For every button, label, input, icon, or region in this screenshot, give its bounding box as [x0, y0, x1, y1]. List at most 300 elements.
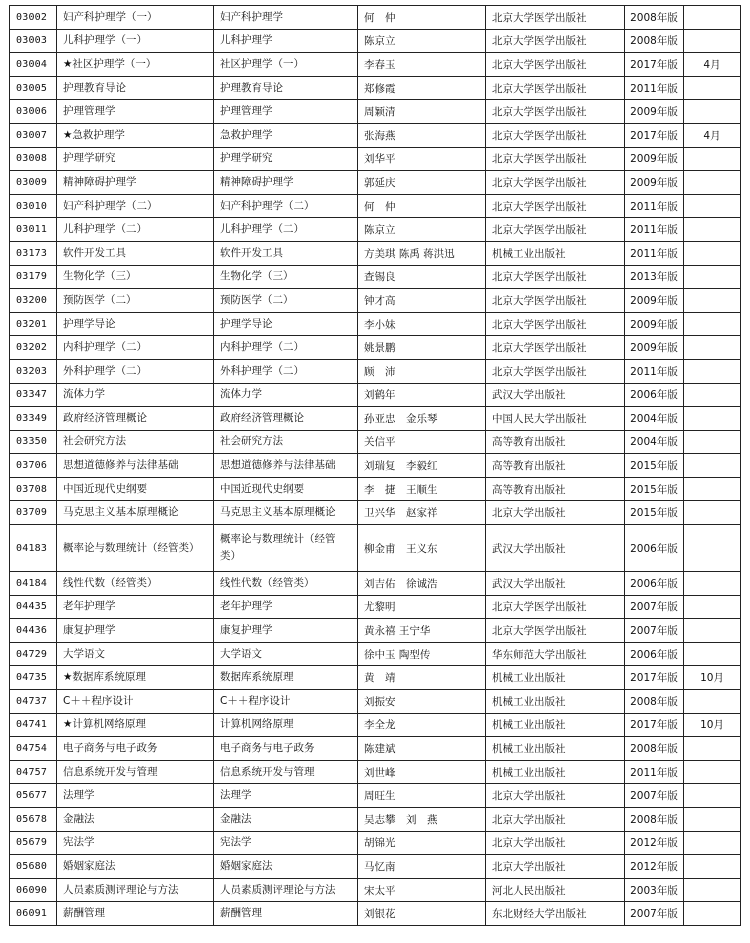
- course-name-cell: 人员素质测评理论与方法: [57, 878, 214, 902]
- author-cell: 郑修霞: [358, 76, 486, 100]
- course-code-cell: 03708: [10, 477, 57, 501]
- textbook-title-cell: 婚姻家庭法: [214, 855, 358, 879]
- table-row: [10, 29, 741, 53]
- table-row: [10, 241, 741, 265]
- course-code-cell: 03008: [10, 147, 57, 171]
- textbook-title-cell: 护理学导论: [214, 312, 358, 336]
- edition-cell: 2007年版: [625, 902, 684, 926]
- course-name-cell: 中国近现代史纲要: [57, 477, 214, 501]
- author-cell: 刘银花: [358, 902, 486, 926]
- publisher-cell: 北京大学医学出版社: [486, 123, 625, 147]
- author-cell: 刘瑞复 李毅红: [358, 454, 486, 478]
- edition-cell: 2011年版: [625, 760, 684, 784]
- author-cell: 李春玉: [358, 53, 486, 77]
- edition-cell: 2004年版: [625, 430, 684, 454]
- course-code-cell: 03004: [10, 53, 57, 77]
- exam-month-cell: [684, 194, 741, 218]
- exam-month-cell: 10月: [684, 713, 741, 737]
- textbook-title-cell: 法理学: [214, 784, 358, 808]
- course-code-cell: 03201: [10, 312, 57, 336]
- edition-cell: 2015年版: [625, 454, 684, 478]
- exam-month-cell: [684, 265, 741, 289]
- textbook-title-cell: 老年护理学: [214, 595, 358, 619]
- course-name-cell: 内科护理学（二）: [57, 336, 214, 360]
- edition-cell: 2007年版: [625, 784, 684, 808]
- author-cell: 查锡良: [358, 265, 486, 289]
- publisher-cell: 北京大学医学出版社: [486, 619, 625, 643]
- author-cell: 黄永禧 王宁华: [358, 619, 486, 643]
- edition-cell: 2015年版: [625, 477, 684, 501]
- textbook-title-cell: 妇产科护理学（二）: [214, 194, 358, 218]
- publisher-cell: 北京大学医学出版社: [486, 76, 625, 100]
- edition-cell: 2006年版: [625, 525, 684, 572]
- publisher-cell: 北京大学出版社: [486, 831, 625, 855]
- author-cell: 何 仲: [358, 194, 486, 218]
- author-cell: 刘吉佑 徐诚浩: [358, 572, 486, 596]
- exam-month-cell: [684, 808, 741, 832]
- textbook-title-cell: 信息系统开发与管理: [214, 760, 358, 784]
- publisher-cell: 北京大学医学出版社: [486, 265, 625, 289]
- author-cell: 陈京立: [358, 29, 486, 53]
- author-cell: 张海燕: [358, 123, 486, 147]
- textbook-title-cell: 概率论与数理统计（经管类）: [214, 525, 358, 572]
- publisher-cell: 北京大学医学出版社: [486, 53, 625, 77]
- course-code-cell: 04435: [10, 595, 57, 619]
- course-name-cell: 社会研究方法: [57, 430, 214, 454]
- exam-month-cell: [684, 525, 741, 572]
- publisher-cell: 华东师范大学出版社: [486, 642, 625, 666]
- course-name-cell: 薪酬管理: [57, 902, 214, 926]
- edition-cell: 2008年版: [625, 29, 684, 53]
- exam-month-cell: [684, 690, 741, 714]
- author-cell: 李 捷 王顺生: [358, 477, 486, 501]
- course-code-cell: 03007: [10, 123, 57, 147]
- edition-cell: 2008年版: [625, 808, 684, 832]
- table-row: [10, 713, 741, 737]
- author-cell: 顾 沛: [358, 359, 486, 383]
- textbook-title-cell: 软件开发工具: [214, 241, 358, 265]
- author-cell: 姚景鹏: [358, 336, 486, 360]
- edition-cell: 2007年版: [625, 595, 684, 619]
- table-row: [10, 595, 741, 619]
- course-code-cell: 04183: [10, 525, 57, 572]
- exam-month-cell: [684, 619, 741, 643]
- table-row: [10, 808, 741, 832]
- textbook-title-cell: 数据库系统原理: [214, 666, 358, 690]
- publisher-cell: 北京大学出版社: [486, 784, 625, 808]
- edition-cell: 2008年版: [625, 737, 684, 761]
- edition-cell: 2015年版: [625, 501, 684, 525]
- table-row: [10, 666, 741, 690]
- course-code-cell: 06091: [10, 902, 57, 926]
- course-name-cell: C＋＋程序设计: [57, 690, 214, 714]
- textbook-title-cell: 电子商务与电子政务: [214, 737, 358, 761]
- course-code-cell: 03005: [10, 76, 57, 100]
- publisher-cell: 机械工业出版社: [486, 241, 625, 265]
- publisher-cell: 北京大学医学出版社: [486, 289, 625, 313]
- table-row: [10, 454, 741, 478]
- course-code-cell: 03200: [10, 289, 57, 313]
- course-name-cell: 政府经济管理概论: [57, 407, 214, 431]
- course-code-cell: 04757: [10, 760, 57, 784]
- exam-month-cell: [684, 595, 741, 619]
- publisher-cell: 北京大学出版社: [486, 855, 625, 879]
- table-row: [10, 359, 741, 383]
- exam-month-cell: [684, 477, 741, 501]
- course-code-cell: 05677: [10, 784, 57, 808]
- course-name-cell: 婚姻家庭法: [57, 855, 214, 879]
- course-name-cell: 儿科护理学（二）: [57, 218, 214, 242]
- table-row: [10, 6, 741, 30]
- textbook-title-cell: 外科护理学（二）: [214, 359, 358, 383]
- author-cell: 陈建斌: [358, 737, 486, 761]
- author-cell: 徐中玉 陶型传: [358, 642, 486, 666]
- exam-month-cell: [684, 218, 741, 242]
- course-code-cell: 04737: [10, 690, 57, 714]
- textbook-title-cell: 儿科护理学（二）: [214, 218, 358, 242]
- publisher-cell: 北京大学出版社: [486, 808, 625, 832]
- table-row: [10, 855, 741, 879]
- course-code-cell: 03350: [10, 430, 57, 454]
- table-row: [10, 690, 741, 714]
- exam-month-cell: [684, 737, 741, 761]
- course-code-cell: 03006: [10, 100, 57, 124]
- exam-month-cell: [684, 878, 741, 902]
- textbook-title-cell: 生物化学（三）: [214, 265, 358, 289]
- table-row: [10, 642, 741, 666]
- exam-month-cell: [684, 147, 741, 171]
- exam-month-cell: [684, 336, 741, 360]
- textbook-title-cell: 急救护理学: [214, 123, 358, 147]
- author-cell: 黄 靖: [358, 666, 486, 690]
- author-cell: 郭延庆: [358, 171, 486, 195]
- exam-month-cell: [684, 902, 741, 926]
- exam-month-cell: [684, 312, 741, 336]
- publisher-cell: 北京大学医学出版社: [486, 218, 625, 242]
- course-name-cell: 宪法学: [57, 831, 214, 855]
- textbook-title-cell: 康复护理学: [214, 619, 358, 643]
- edition-cell: 2006年版: [625, 572, 684, 596]
- textbook-title-cell: 护理学研究: [214, 147, 358, 171]
- exam-month-cell: [684, 100, 741, 124]
- textbook-title-cell: 儿科护理学: [214, 29, 358, 53]
- edition-cell: 2017年版: [625, 123, 684, 147]
- table-row: [10, 407, 741, 431]
- author-cell: 宋太平: [358, 878, 486, 902]
- course-name-cell: ★数据库系统原理: [57, 666, 214, 690]
- author-cell: 刘鹤年: [358, 383, 486, 407]
- course-name-cell: 妇产科护理学（一）: [57, 6, 214, 30]
- textbook-table: [9, 5, 741, 926]
- edition-cell: 2011年版: [625, 194, 684, 218]
- publisher-cell: 高等教育出版社: [486, 477, 625, 501]
- exam-month-cell: [684, 430, 741, 454]
- table-row: [10, 53, 741, 77]
- exam-month-cell: [684, 171, 741, 195]
- course-name-cell: 马克思主义基本原理概论: [57, 501, 214, 525]
- edition-cell: 2011年版: [625, 76, 684, 100]
- author-cell: 尤黎明: [358, 595, 486, 619]
- exam-month-cell: [684, 359, 741, 383]
- publisher-cell: 武汉大学出版社: [486, 572, 625, 596]
- textbook-title-cell: 薪酬管理: [214, 902, 358, 926]
- table-row: [10, 572, 741, 596]
- exam-month-cell: [684, 784, 741, 808]
- table-row: [10, 619, 741, 643]
- course-code-cell: 03009: [10, 171, 57, 195]
- course-name-cell: 思想道德修养与法律基础: [57, 454, 214, 478]
- course-name-cell: 流体力学: [57, 383, 214, 407]
- course-code-cell: 04436: [10, 619, 57, 643]
- author-cell: 柳金甫 王义东: [358, 525, 486, 572]
- publisher-cell: 机械工业出版社: [486, 690, 625, 714]
- course-name-cell: 护理管理学: [57, 100, 214, 124]
- course-code-cell: 03002: [10, 6, 57, 30]
- publisher-cell: 东北财经大学出版社: [486, 902, 625, 926]
- course-code-cell: 03347: [10, 383, 57, 407]
- table-row: [10, 737, 741, 761]
- textbook-title-cell: C＋＋程序设计: [214, 690, 358, 714]
- exam-month-cell: [684, 454, 741, 478]
- table-row: [10, 878, 741, 902]
- course-code-cell: 04735: [10, 666, 57, 690]
- edition-cell: 2007年版: [625, 619, 684, 643]
- edition-cell: 2006年版: [625, 383, 684, 407]
- exam-month-cell: 10月: [684, 666, 741, 690]
- course-code-cell: 05678: [10, 808, 57, 832]
- table-row: [10, 383, 741, 407]
- exam-month-cell: [684, 407, 741, 431]
- table-row: [10, 312, 741, 336]
- publisher-cell: 北京大学医学出版社: [486, 29, 625, 53]
- course-code-cell: 03173: [10, 241, 57, 265]
- publisher-cell: 高等教育出版社: [486, 430, 625, 454]
- exam-month-cell: [684, 383, 741, 407]
- exam-month-cell: [684, 501, 741, 525]
- course-name-cell: 护理教育导论: [57, 76, 214, 100]
- textbook-title-cell: 社区护理学（一）: [214, 53, 358, 77]
- exam-month-cell: [684, 831, 741, 855]
- publisher-cell: 机械工业出版社: [486, 713, 625, 737]
- course-name-cell: 软件开发工具: [57, 241, 214, 265]
- course-name-cell: 预防医学（二）: [57, 289, 214, 313]
- publisher-cell: 北京大学出版社: [486, 501, 625, 525]
- publisher-cell: 北京大学医学出版社: [486, 194, 625, 218]
- edition-cell: 2013年版: [625, 265, 684, 289]
- course-name-cell: 护理学导论: [57, 312, 214, 336]
- course-code-cell: 03706: [10, 454, 57, 478]
- table-row: [10, 525, 741, 572]
- edition-cell: 2011年版: [625, 359, 684, 383]
- course-code-cell: 05680: [10, 855, 57, 879]
- course-code-cell: 03203: [10, 359, 57, 383]
- exam-month-cell: [684, 642, 741, 666]
- course-name-cell: 法理学: [57, 784, 214, 808]
- publisher-cell: 高等教育出版社: [486, 454, 625, 478]
- textbook-title-cell: 线性代数（经管类）: [214, 572, 358, 596]
- course-code-cell: 04741: [10, 713, 57, 737]
- course-name-cell: ★急救护理学: [57, 123, 214, 147]
- table-row: [10, 123, 741, 147]
- edition-cell: 2008年版: [625, 6, 684, 30]
- table-body: [10, 6, 741, 926]
- textbook-title-cell: 人员素质测评理论与方法: [214, 878, 358, 902]
- publisher-cell: 中国人民大学出版社: [486, 407, 625, 431]
- author-cell: 李全龙: [358, 713, 486, 737]
- table-row: [10, 784, 741, 808]
- edition-cell: 2009年版: [625, 289, 684, 313]
- table-row: [10, 265, 741, 289]
- course-name-cell: 老年护理学: [57, 595, 214, 619]
- textbook-title-cell: 金融法: [214, 808, 358, 832]
- course-name-cell: 信息系统开发与管理: [57, 760, 214, 784]
- textbook-title-cell: 中国近现代史纲要: [214, 477, 358, 501]
- textbook-title-cell: 宪法学: [214, 831, 358, 855]
- publisher-cell: 北京大学医学出版社: [486, 336, 625, 360]
- publisher-cell: 北京大学医学出版社: [486, 6, 625, 30]
- textbook-title-cell: 精神障碍护理学: [214, 171, 358, 195]
- edition-cell: 2009年版: [625, 147, 684, 171]
- author-cell: 吴志攀 刘 燕: [358, 808, 486, 832]
- author-cell: 李小妹: [358, 312, 486, 336]
- course-code-cell: 03010: [10, 194, 57, 218]
- author-cell: 周颖清: [358, 100, 486, 124]
- author-cell: 刘华平: [358, 147, 486, 171]
- publisher-cell: 北京大学医学出版社: [486, 100, 625, 124]
- edition-cell: 2017年版: [625, 666, 684, 690]
- edition-cell: 2009年版: [625, 100, 684, 124]
- textbook-title-cell: 护理教育导论: [214, 76, 358, 100]
- course-name-cell: 电子商务与电子政务: [57, 737, 214, 761]
- table-row: [10, 171, 741, 195]
- publisher-cell: 北京大学医学出版社: [486, 147, 625, 171]
- table-row: [10, 430, 741, 454]
- publisher-cell: 武汉大学出版社: [486, 383, 625, 407]
- edition-cell: 2012年版: [625, 855, 684, 879]
- textbook-title-cell: 内科护理学（二）: [214, 336, 358, 360]
- textbook-title-cell: 大学语文: [214, 642, 358, 666]
- textbook-title-cell: 流体力学: [214, 383, 358, 407]
- publisher-cell: 机械工业出版社: [486, 666, 625, 690]
- course-name-cell: 金融法: [57, 808, 214, 832]
- course-code-cell: 03349: [10, 407, 57, 431]
- exam-month-cell: [684, 76, 741, 100]
- course-name-cell: 妇产科护理学（二）: [57, 194, 214, 218]
- author-cell: 刘世峰: [358, 760, 486, 784]
- course-code-cell: 06090: [10, 878, 57, 902]
- author-cell: 周旺生: [358, 784, 486, 808]
- author-cell: 刘振安: [358, 690, 486, 714]
- edition-cell: 2009年版: [625, 171, 684, 195]
- author-cell: 胡锦光: [358, 831, 486, 855]
- table-row: [10, 477, 741, 501]
- course-name-cell: 外科护理学（二）: [57, 359, 214, 383]
- edition-cell: 2017年版: [625, 53, 684, 77]
- course-name-cell: 线性代数（经管类）: [57, 572, 214, 596]
- exam-month-cell: [684, 572, 741, 596]
- table-row: [10, 902, 741, 926]
- textbook-title-cell: 护理管理学: [214, 100, 358, 124]
- course-name-cell: ★计算机网络原理: [57, 713, 214, 737]
- edition-cell: 2017年版: [625, 713, 684, 737]
- publisher-cell: 河北人民出版社: [486, 878, 625, 902]
- course-name-cell: 康复护理学: [57, 619, 214, 643]
- edition-cell: 2003年版: [625, 878, 684, 902]
- exam-month-cell: 4月: [684, 53, 741, 77]
- textbook-title-cell: 社会研究方法: [214, 430, 358, 454]
- exam-month-cell: [684, 855, 741, 879]
- textbook-title-cell: 政府经济管理概论: [214, 407, 358, 431]
- author-cell: 陈京立: [358, 218, 486, 242]
- course-code-cell: 04754: [10, 737, 57, 761]
- course-code-cell: 03179: [10, 265, 57, 289]
- course-name-cell: 精神障碍护理学: [57, 171, 214, 195]
- exam-month-cell: [684, 289, 741, 313]
- edition-cell: 2012年版: [625, 831, 684, 855]
- table-row: [10, 336, 741, 360]
- edition-cell: 2009年版: [625, 336, 684, 360]
- course-name-cell: 大学语文: [57, 642, 214, 666]
- author-cell: 孙亚忠 金乐琴: [358, 407, 486, 431]
- textbook-title-cell: 马克思主义基本原理概论: [214, 501, 358, 525]
- table-row: [10, 501, 741, 525]
- course-name-cell: 概率论与数理统计（经管类）: [57, 525, 214, 572]
- course-code-cell: 04184: [10, 572, 57, 596]
- course-name-cell: ★社区护理学（一）: [57, 53, 214, 77]
- course-name-cell: 护理学研究: [57, 147, 214, 171]
- author-cell: 钟才高: [358, 289, 486, 313]
- table-row: [10, 289, 741, 313]
- course-code-cell: 03202: [10, 336, 57, 360]
- author-cell: 马忆南: [358, 855, 486, 879]
- edition-cell: 2011年版: [625, 218, 684, 242]
- course-code-cell: 03003: [10, 29, 57, 53]
- publisher-cell: 机械工业出版社: [486, 760, 625, 784]
- table-row: [10, 100, 741, 124]
- publisher-cell: 北京大学医学出版社: [486, 312, 625, 336]
- edition-cell: 2004年版: [625, 407, 684, 431]
- course-name-cell: 儿科护理学（一）: [57, 29, 214, 53]
- author-cell: 方美琪 陈禹 蒋洪迅: [358, 241, 486, 265]
- table-row: [10, 218, 741, 242]
- course-code-cell: 04729: [10, 642, 57, 666]
- publisher-cell: 北京大学医学出版社: [486, 595, 625, 619]
- edition-cell: 2011年版: [625, 241, 684, 265]
- author-cell: 何 仲: [358, 6, 486, 30]
- course-code-cell: 05679: [10, 831, 57, 855]
- table-row: [10, 831, 741, 855]
- publisher-cell: 武汉大学出版社: [486, 525, 625, 572]
- edition-cell: 2008年版: [625, 690, 684, 714]
- author-cell: 卫兴华 赵家祥: [358, 501, 486, 525]
- exam-month-cell: [684, 760, 741, 784]
- publisher-cell: 北京大学医学出版社: [486, 171, 625, 195]
- course-name-cell: 生物化学（三）: [57, 265, 214, 289]
- exam-month-cell: [684, 241, 741, 265]
- table-row: [10, 760, 741, 784]
- exam-month-cell: [684, 29, 741, 53]
- publisher-cell: 机械工业出版社: [486, 737, 625, 761]
- edition-cell: 2006年版: [625, 642, 684, 666]
- course-code-cell: 03011: [10, 218, 57, 242]
- textbook-title-cell: 妇产科护理学: [214, 6, 358, 30]
- course-code-cell: 03709: [10, 501, 57, 525]
- publisher-cell: 北京大学医学出版社: [486, 359, 625, 383]
- table-row: [10, 76, 741, 100]
- exam-month-cell: [684, 6, 741, 30]
- textbook-title-cell: 预防医学（二）: [214, 289, 358, 313]
- edition-cell: 2009年版: [625, 312, 684, 336]
